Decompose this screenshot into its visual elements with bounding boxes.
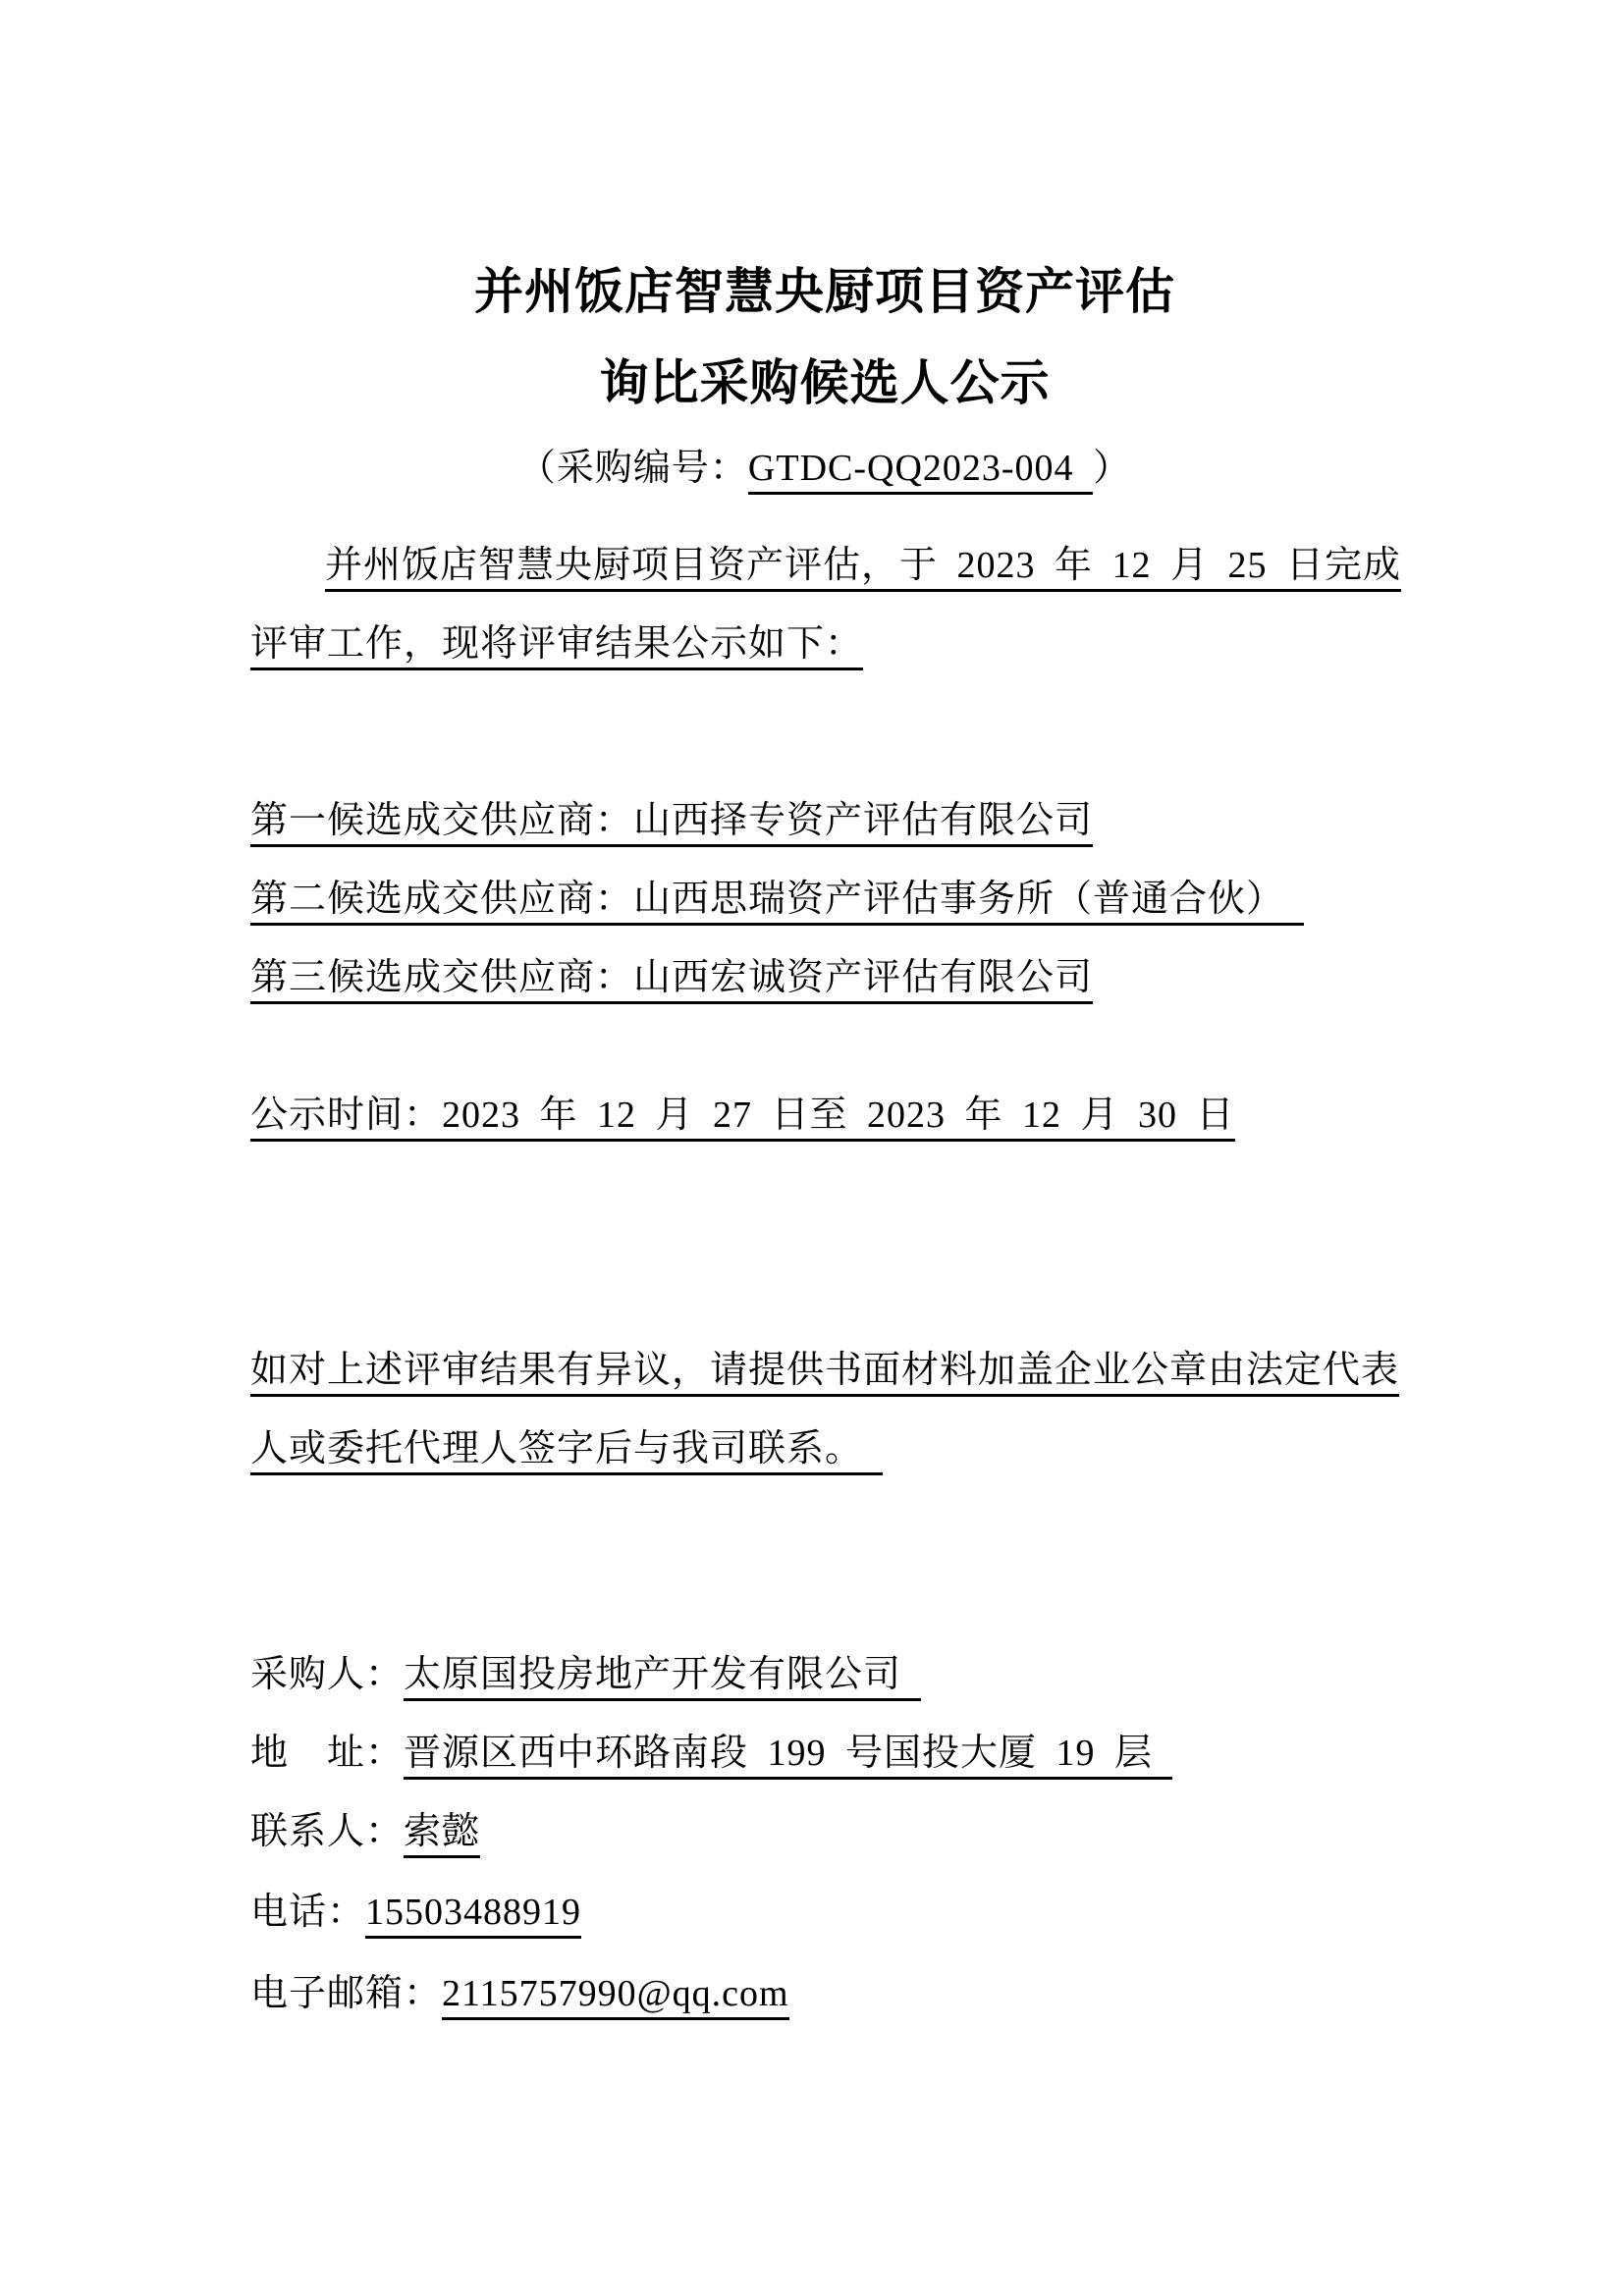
objection-line-1-text: 如对上述评审结果有异议，请提供书面材料加盖企业公章由法定代表 [250,1350,1399,1397]
address-value: 晋源区西中环路南段 199 号国投大厦 19 层 [404,1733,1172,1780]
intro-line-1 [325,541,1401,590]
candidate-supplier-3 [250,953,1093,1002]
objection-line-2-text: 人或委托代理人签字后与我司联系。 [250,1428,883,1475]
email-label: 电子邮箱： [250,1973,443,2014]
document-title-line2: 询比采购候选人公示 [599,355,1051,410]
notice-period-line [250,1091,1235,1140]
phone-value: 15503488919 [365,1892,581,1939]
contact-person-line [250,1807,480,1856]
procurement-ref-prefix: （采购编号： [517,448,748,489]
phone-line [250,1888,581,1937]
objection-line-1 [250,1346,1399,1395]
email-line [250,1969,789,2018]
phone-label: 电话： [250,1892,366,1933]
address-label: 地 址： [250,1733,405,1774]
buyer-line [250,1650,921,1699]
document-title-line1: 并州饭店智慧央厨项目资产评估 [474,264,1175,319]
notice-period-text: 公示时间：2023 年 12 月 27 日至 2023 年 12 月 30 日 [250,1095,1235,1142]
candidate-supplier-1 [250,796,1093,845]
intro-line-2 [250,619,863,668]
candidate-supplier-3-text: 第三候选成交供应商：山西宏诚资产评估有限公司 [250,957,1093,1004]
procurement-ref-number: GTDC-QQ2023-004 [748,448,1093,495]
candidate-supplier-2-text: 第二候选成交供应商：山西思瑞资产评估事务所（普通合伙） [250,879,1304,926]
objection-line-2 [250,1424,883,1473]
buyer-value: 太原国投房地产开发有限公司 [404,1654,921,1701]
contact-person-label: 联系人： [250,1811,405,1852]
candidate-supplier-2 [250,875,1304,924]
email-value: 2115757990@qq.com [442,1973,789,2020]
buyer-label: 采购人： [250,1654,405,1695]
intro-line-1-text: 并州饭店智慧央厨项目资产评估，于 2023 年 12 月 25 日完成 [325,545,1401,592]
intro-line-2-text: 评审工作，现将评审结果公示如下： [250,623,863,670]
contact-person-value: 索懿 [404,1811,480,1858]
procurement-ref-suffix: ） [1093,448,1132,489]
procurement-ref-line [250,444,1399,493]
candidate-supplier-1-text: 第一候选成交供应商：山西择专资产评估有限公司 [250,800,1093,847]
address-line [250,1729,1172,1778]
